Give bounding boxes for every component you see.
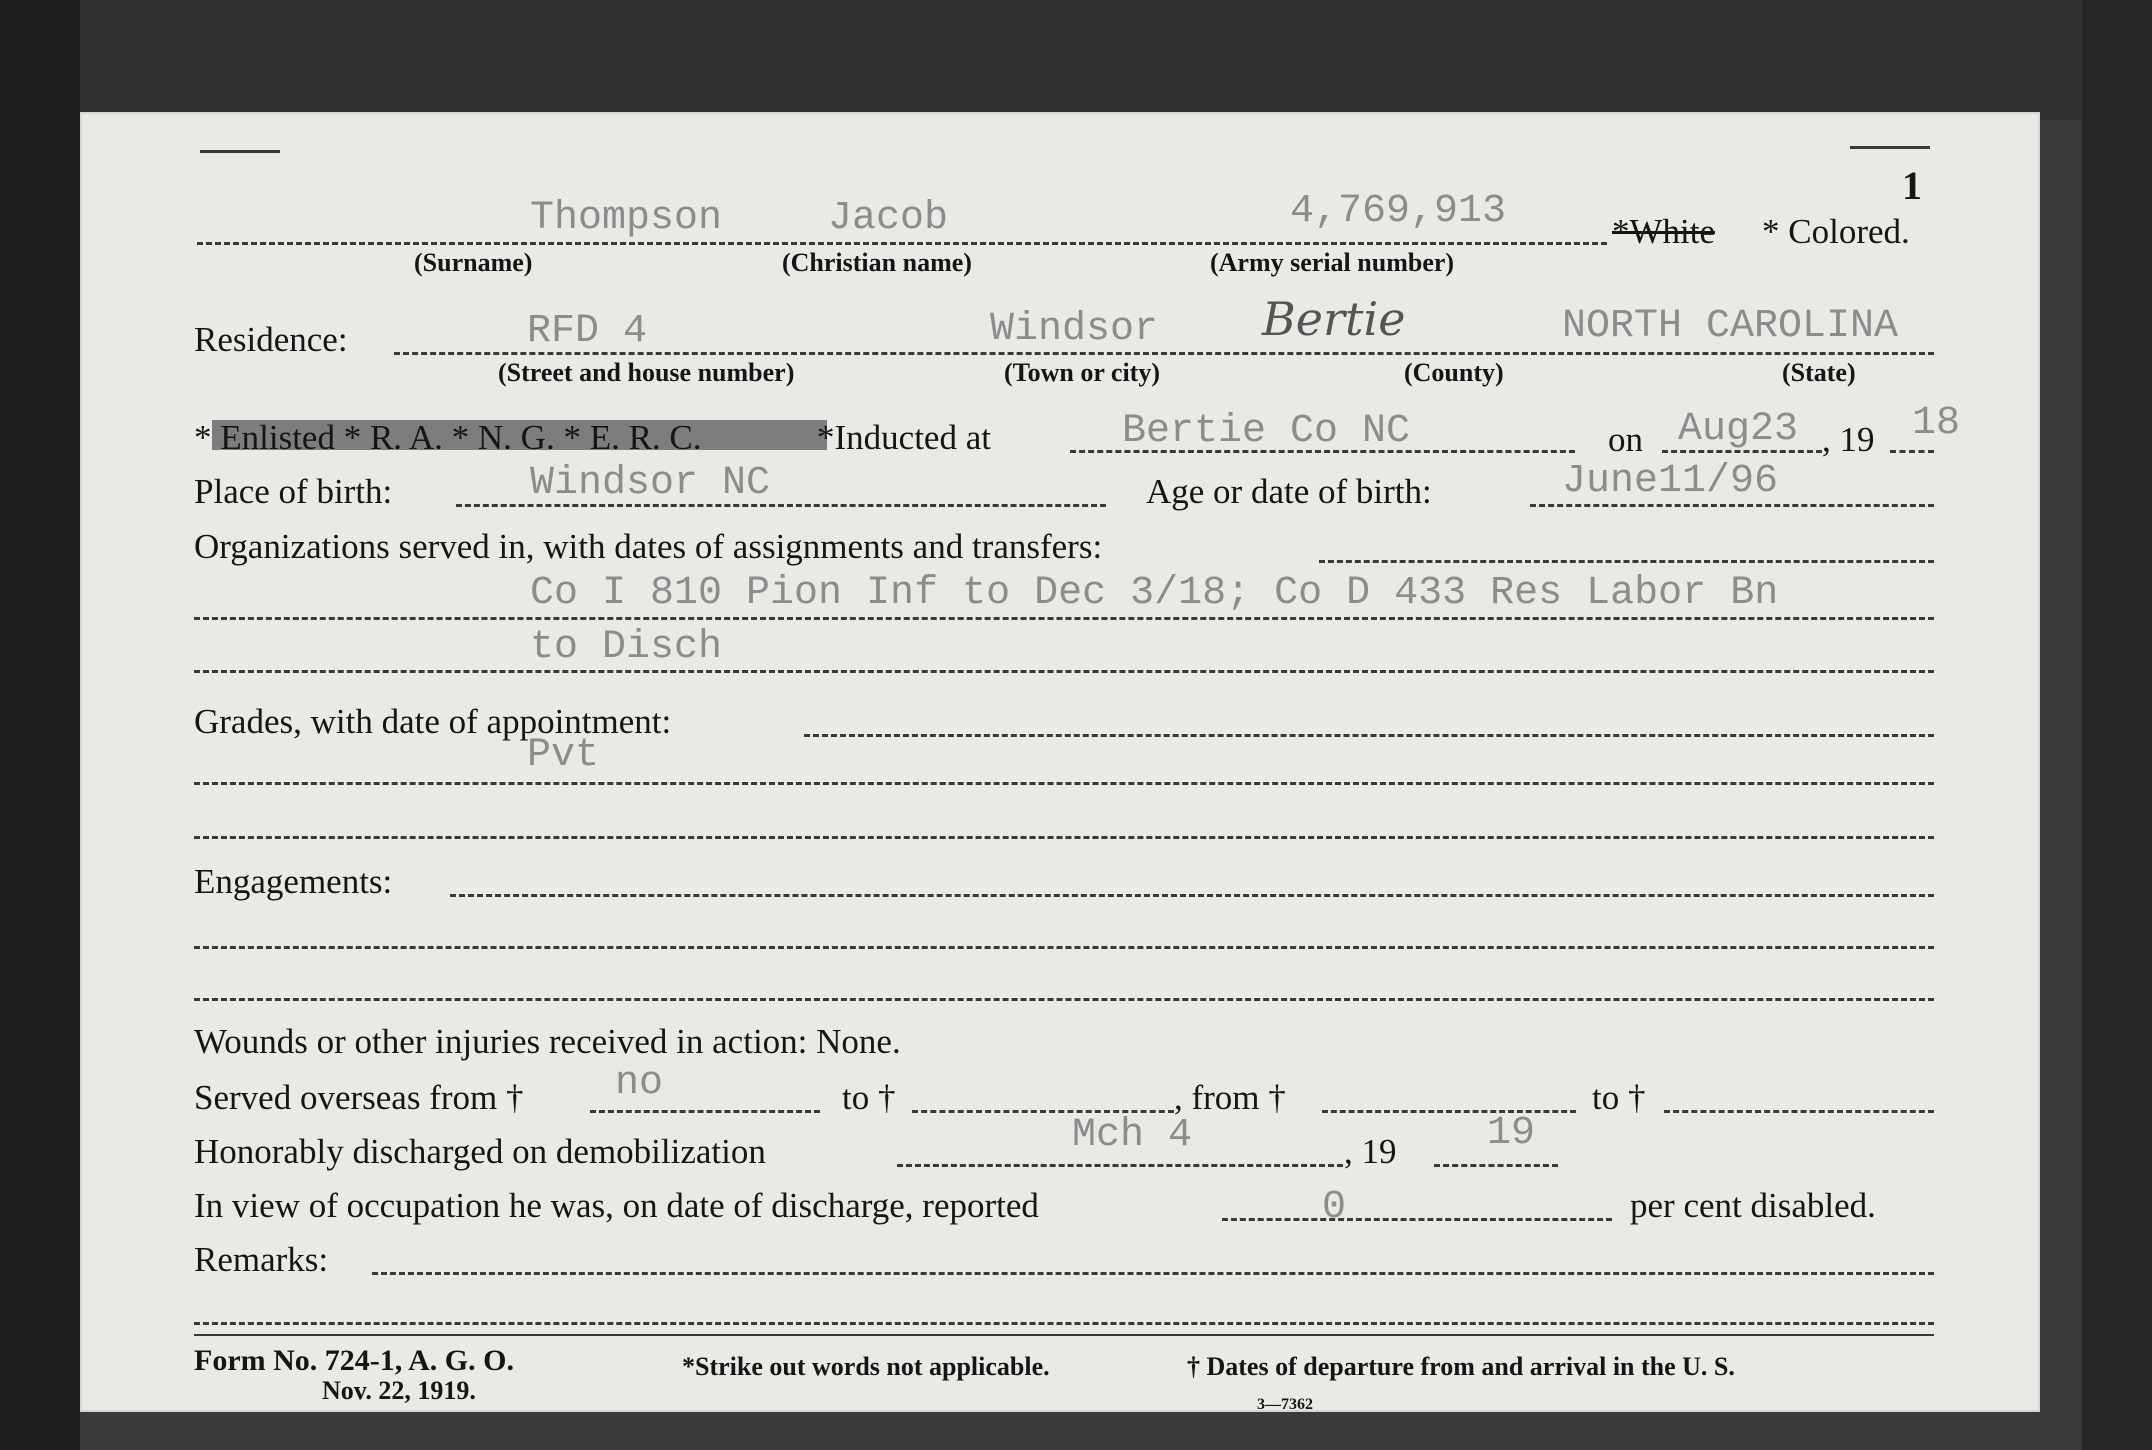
discharge-year-line <box>1434 1164 1558 1167</box>
residence-label: Residence: <box>194 320 348 359</box>
colored-label: * Colored. <box>1762 212 1910 251</box>
overseas-from-label: Served overseas from † <box>194 1078 524 1117</box>
inducted-year-line <box>1890 450 1934 453</box>
overseas-to2-label: to † <box>1592 1078 1646 1117</box>
organizations-line1-value: Co I 810 Pion Inf to Dec 3/18; Co D 433 Res Labor Bn <box>530 571 1779 616</box>
footer-rule <box>194 1334 1934 1336</box>
place-of-birth-value: Windsor NC <box>530 461 771 506</box>
discharge-year-value: 19 <box>1487 1111 1536 1156</box>
surname-caption: (Surname) <box>414 248 533 277</box>
residence-town-value: Windsor <box>990 307 1159 352</box>
residence-county-value: Bertie <box>1262 292 1406 346</box>
scan-background-top <box>0 0 2152 120</box>
army-serial-caption: (Army serial number) <box>1210 248 1455 277</box>
grades-line-2 <box>194 836 1934 839</box>
engagements-label: Engagements: <box>194 862 393 901</box>
scan-background-left <box>0 0 80 1450</box>
christian-name-value: Jacob <box>828 196 949 241</box>
date-of-birth-value: June11/96 <box>1562 459 1779 504</box>
form-number: Form No. 724-1, A. G. O. <box>194 1344 514 1377</box>
place-of-birth-label: Place of birth: <box>194 472 393 511</box>
inducted-place-line <box>1070 450 1575 453</box>
dates-note: † Dates of departure from and arrival in the U. S. <box>1187 1352 1735 1381</box>
card-number: 1 <box>1902 163 1922 208</box>
state-caption: (State) <box>1782 358 1856 387</box>
organizations-line2-value: to Disch <box>530 625 723 670</box>
county-caption: (County) <box>1404 358 1504 387</box>
residence-street-value: RFD 4 <box>527 309 648 354</box>
inducted-year-prefix: , 19 <box>1822 420 1875 459</box>
strike-note: *Strike out words not applicable. <box>682 1352 1050 1381</box>
age-label: Age or date of birth: <box>1146 472 1432 511</box>
residence-state-value: NORTH CAROLINA <box>1562 304 1899 349</box>
town-caption: (Town or city) <box>1004 358 1160 387</box>
grades-line-0 <box>804 734 1934 737</box>
remarks-line-1 <box>194 1322 1934 1325</box>
inducted-date-value: Aug23 <box>1678 407 1799 452</box>
overseas-to2-line <box>1664 1110 1934 1113</box>
scan-background-right <box>2082 0 2152 1450</box>
white-label: *White <box>1612 212 1716 251</box>
disability-suffix: per cent disabled. <box>1630 1186 1876 1225</box>
wounds-label: Wounds or other injuries received in action: None. <box>194 1022 901 1061</box>
inducted-label: *Inducted at <box>817 418 991 457</box>
disability-value: 0 <box>1322 1185 1347 1230</box>
organizations-line-0 <box>1319 560 1934 563</box>
print-code: 3—7362 <box>1257 1396 1313 1413</box>
top-right-rule <box>1850 146 1930 149</box>
place-of-birth-line <box>456 504 1106 507</box>
inducted-on-label: on <box>1608 420 1643 459</box>
engagements-line-0 <box>450 894 1934 897</box>
inducted-place-value: Bertie Co NC <box>1122 409 1411 454</box>
grades-label: Grades, with date of appointment: <box>194 702 672 741</box>
organizations-line-2 <box>194 670 1934 673</box>
form-date: Nov. 22, 1919. <box>322 1376 476 1405</box>
surname-value: Thompson <box>530 196 723 241</box>
grades-value: Pvt <box>527 733 600 778</box>
name-line <box>197 242 1607 245</box>
remarks-line-0 <box>372 1272 1934 1275</box>
top-left-rule <box>200 150 280 153</box>
discharge-year-prefix: , 19 <box>1344 1132 1397 1171</box>
disability-label: In view of occupation he was, on date of discharge, reported <box>194 1186 1039 1225</box>
discharge-date-value: Mch 4 <box>1072 1113 1193 1158</box>
christian-name-caption: (Christian name) <box>782 248 972 277</box>
engagements-line-1 <box>194 946 1934 949</box>
discharge-date-line <box>897 1164 1343 1167</box>
inducted-year-value: 18 <box>1912 401 1961 446</box>
disability-line <box>1222 1218 1612 1221</box>
inducted-date-line <box>1662 450 1822 453</box>
date-of-birth-line <box>1530 504 1934 507</box>
overseas-from-line <box>590 1110 820 1113</box>
street-caption: (Street and house number) <box>498 358 795 387</box>
service-record-card <box>80 112 2040 1412</box>
enlistment-options: * Enlisted * R. A. * N. G. * E. R. C. <box>194 418 702 457</box>
discharge-label: Honorably discharged on demobilization <box>194 1132 766 1171</box>
engagements-line-2 <box>194 998 1934 1001</box>
army-serial-value: 4,769,913 <box>1290 189 1507 234</box>
overseas-to-label: to † <box>842 1078 896 1117</box>
grades-line-1 <box>194 782 1934 785</box>
overseas-from-value: no <box>615 1061 664 1106</box>
organizations-label: Organizations served in, with dates of assignments and transfers: <box>194 527 1103 566</box>
residence-line <box>394 352 1934 355</box>
overseas-from2-label: , from † <box>1174 1078 1286 1117</box>
remarks-label: Remarks: <box>194 1240 329 1279</box>
overseas-from2-line <box>1322 1110 1576 1113</box>
organizations-line-1 <box>194 617 1934 620</box>
